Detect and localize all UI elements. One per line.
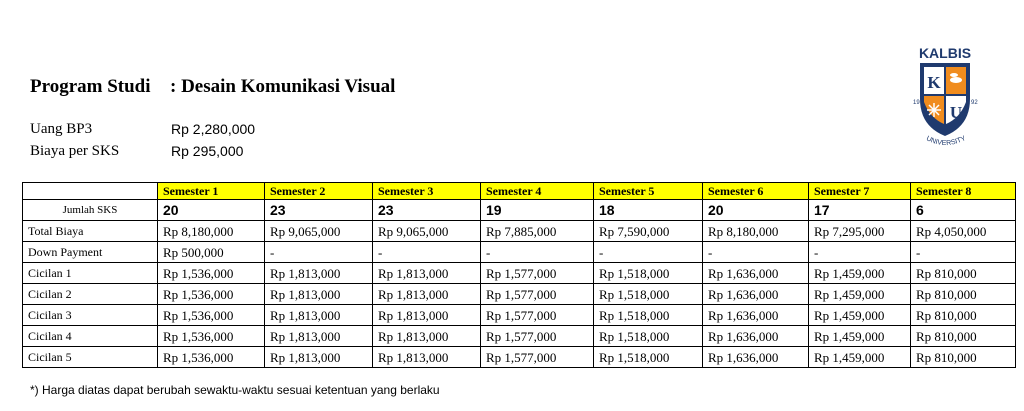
table-cell: Rp 810,000 — [911, 305, 1016, 326]
row-label: Cicilan 3 — [23, 305, 158, 326]
table-row — [23, 242, 1016, 263]
sks-fee-label: Biaya per SKS — [30, 143, 120, 159]
logo-letter-k: K — [927, 73, 941, 92]
table-cell: Rp 1,459,000 — [809, 326, 911, 347]
table-cell: 17 — [809, 200, 911, 221]
table-row — [23, 347, 1016, 368]
table-cell: 19 — [481, 200, 594, 221]
table-cell: Rp 1,636,000 — [703, 263, 809, 284]
table-cell: Rp 1,813,000 — [373, 347, 481, 368]
table-cell: Rp 1,577,000 — [481, 347, 594, 368]
logo-letter-u: U — [949, 103, 963, 122]
kalbis-logo — [910, 44, 980, 154]
table-cell: Rp 1,459,000 — [809, 263, 911, 284]
table-cell: Rp 1,577,000 — [481, 284, 594, 305]
table-row — [23, 200, 1016, 221]
table-cell: - — [809, 242, 911, 263]
fee-table — [22, 182, 1016, 368]
row-label: Cicilan 1 — [23, 263, 158, 284]
table-cell: Rp 1,636,000 — [703, 284, 809, 305]
table-cell: Rp 9,065,000 — [265, 221, 373, 242]
sks-fee-row — [30, 143, 244, 160]
semester-header-cell: Semester 5 — [594, 183, 703, 200]
table-cell: - — [265, 242, 373, 263]
table-cell: Rp 7,295,000 — [809, 221, 911, 242]
table-cell: Rp 1,636,000 — [703, 305, 809, 326]
table-cell: Rp 1,813,000 — [265, 284, 373, 305]
page-title — [30, 76, 396, 98]
row-label: Total Biaya — [23, 221, 158, 242]
row-label: Jumlah SKS — [23, 200, 158, 221]
table-row — [23, 284, 1016, 305]
table-cell: Rp 1,536,000 — [158, 347, 265, 368]
semester-header-cell: Semester 8 — [911, 183, 1016, 200]
table-cell: Rp 1,577,000 — [481, 305, 594, 326]
table-cell: Rp 1,459,000 — [809, 284, 911, 305]
table-cell: - — [703, 242, 809, 263]
table-cell: Rp 810,000 — [911, 263, 1016, 284]
semester-header-cell: Semester 3 — [373, 183, 481, 200]
table-cell: Rp 1,813,000 — [373, 263, 481, 284]
table-cell: Rp 1,518,000 — [594, 347, 703, 368]
table-cell: Rp 1,536,000 — [158, 284, 265, 305]
table-cell: Rp 810,000 — [911, 347, 1016, 368]
table-cell: - — [594, 242, 703, 263]
logo-year-left: 19 — [913, 100, 920, 106]
semester-header-cell: Semester 6 — [703, 183, 809, 200]
table-cell: 20 — [158, 200, 265, 221]
row-label: Cicilan 5 — [23, 347, 158, 368]
table-row — [23, 221, 1016, 242]
row-label: Down Payment — [23, 242, 158, 263]
table-row — [23, 326, 1016, 347]
bp3-value: Rp 2,280,000 — [171, 121, 256, 137]
table-cell: Rp 1,813,000 — [373, 326, 481, 347]
sks-fee-value: Rp 295,000 — [171, 143, 244, 159]
bp3-label: Uang BP3 — [30, 121, 93, 137]
table-cell: Rp 1,536,000 — [158, 305, 265, 326]
table-cell: Rp 1,577,000 — [481, 263, 594, 284]
table-cell: Rp 8,180,000 — [703, 221, 809, 242]
table-cell: Rp 1,813,000 — [265, 305, 373, 326]
table-cell: Rp 1,813,000 — [265, 326, 373, 347]
table-cell: Rp 4,050,000 — [911, 221, 1016, 242]
table-cell: Rp 1,813,000 — [265, 347, 373, 368]
table-cell: 23 — [373, 200, 481, 221]
logo-brand-text: KALBIS — [918, 45, 972, 61]
star-icon — [927, 103, 941, 117]
table-cell: Rp 1,518,000 — [594, 305, 703, 326]
table-cell: Rp 810,000 — [911, 326, 1016, 347]
table-cell: 18 — [594, 200, 703, 221]
semester-header-cell: Semester 7 — [809, 183, 911, 200]
logo-arc-text: UNIVERSITY — [924, 135, 967, 148]
table-cell: Rp 9,065,000 — [373, 221, 481, 242]
row-label: Cicilan 4 — [23, 326, 158, 347]
table-row — [23, 305, 1016, 326]
table-cell: Rp 1,577,000 — [481, 326, 594, 347]
table-cell: Rp 1,813,000 — [373, 305, 481, 326]
table-cell: Rp 1,518,000 — [594, 284, 703, 305]
table-row — [23, 263, 1016, 284]
table-cell: Rp 1,813,000 — [265, 263, 373, 284]
semester-header-cell: Semester 2 — [265, 183, 373, 200]
table-cell: Rp 1,636,000 — [703, 347, 809, 368]
table-cell: 23 — [265, 200, 373, 221]
row-label: Cicilan 2 — [23, 284, 158, 305]
table-cell: Rp 1,518,000 — [594, 326, 703, 347]
bp3-row — [30, 121, 256, 138]
semester-header-cell: Semester 4 — [481, 183, 594, 200]
table-cell: Rp 810,000 — [911, 284, 1016, 305]
footnote: *) Harga diatas dapat berubah sewaktu-waktu sesuai ketentuan yang berlaku — [30, 383, 440, 397]
table-cell: Rp 1,636,000 — [703, 326, 809, 347]
table-cell: Rp 1,813,000 — [373, 284, 481, 305]
table-cell: Rp 1,518,000 — [594, 263, 703, 284]
table-cell: - — [481, 242, 594, 263]
table-cell: Rp 1,536,000 — [158, 326, 265, 347]
table-cell: 6 — [911, 200, 1016, 221]
table-cell: 20 — [703, 200, 809, 221]
table-cell: Rp 1,536,000 — [158, 263, 265, 284]
program-label: Program Studi — [30, 76, 151, 97]
table-cell: Rp 500,000 — [158, 242, 265, 263]
table-cell: Rp 8,180,000 — [158, 221, 265, 242]
header-corner-cell — [23, 183, 158, 200]
table-cell: Rp 1,459,000 — [809, 347, 911, 368]
logo-year-right: 92 — [971, 100, 978, 106]
table-cell: - — [373, 242, 481, 263]
semester-header-row — [23, 183, 1016, 200]
table-cell: - — [911, 242, 1016, 263]
table-cell: Rp 7,885,000 — [481, 221, 594, 242]
program-value: : Desain Komunikasi Visual — [170, 76, 396, 97]
table-cell: Rp 1,459,000 — [809, 305, 911, 326]
table-cell: Rp 7,590,000 — [594, 221, 703, 242]
semester-header-cell: Semester 1 — [158, 183, 265, 200]
